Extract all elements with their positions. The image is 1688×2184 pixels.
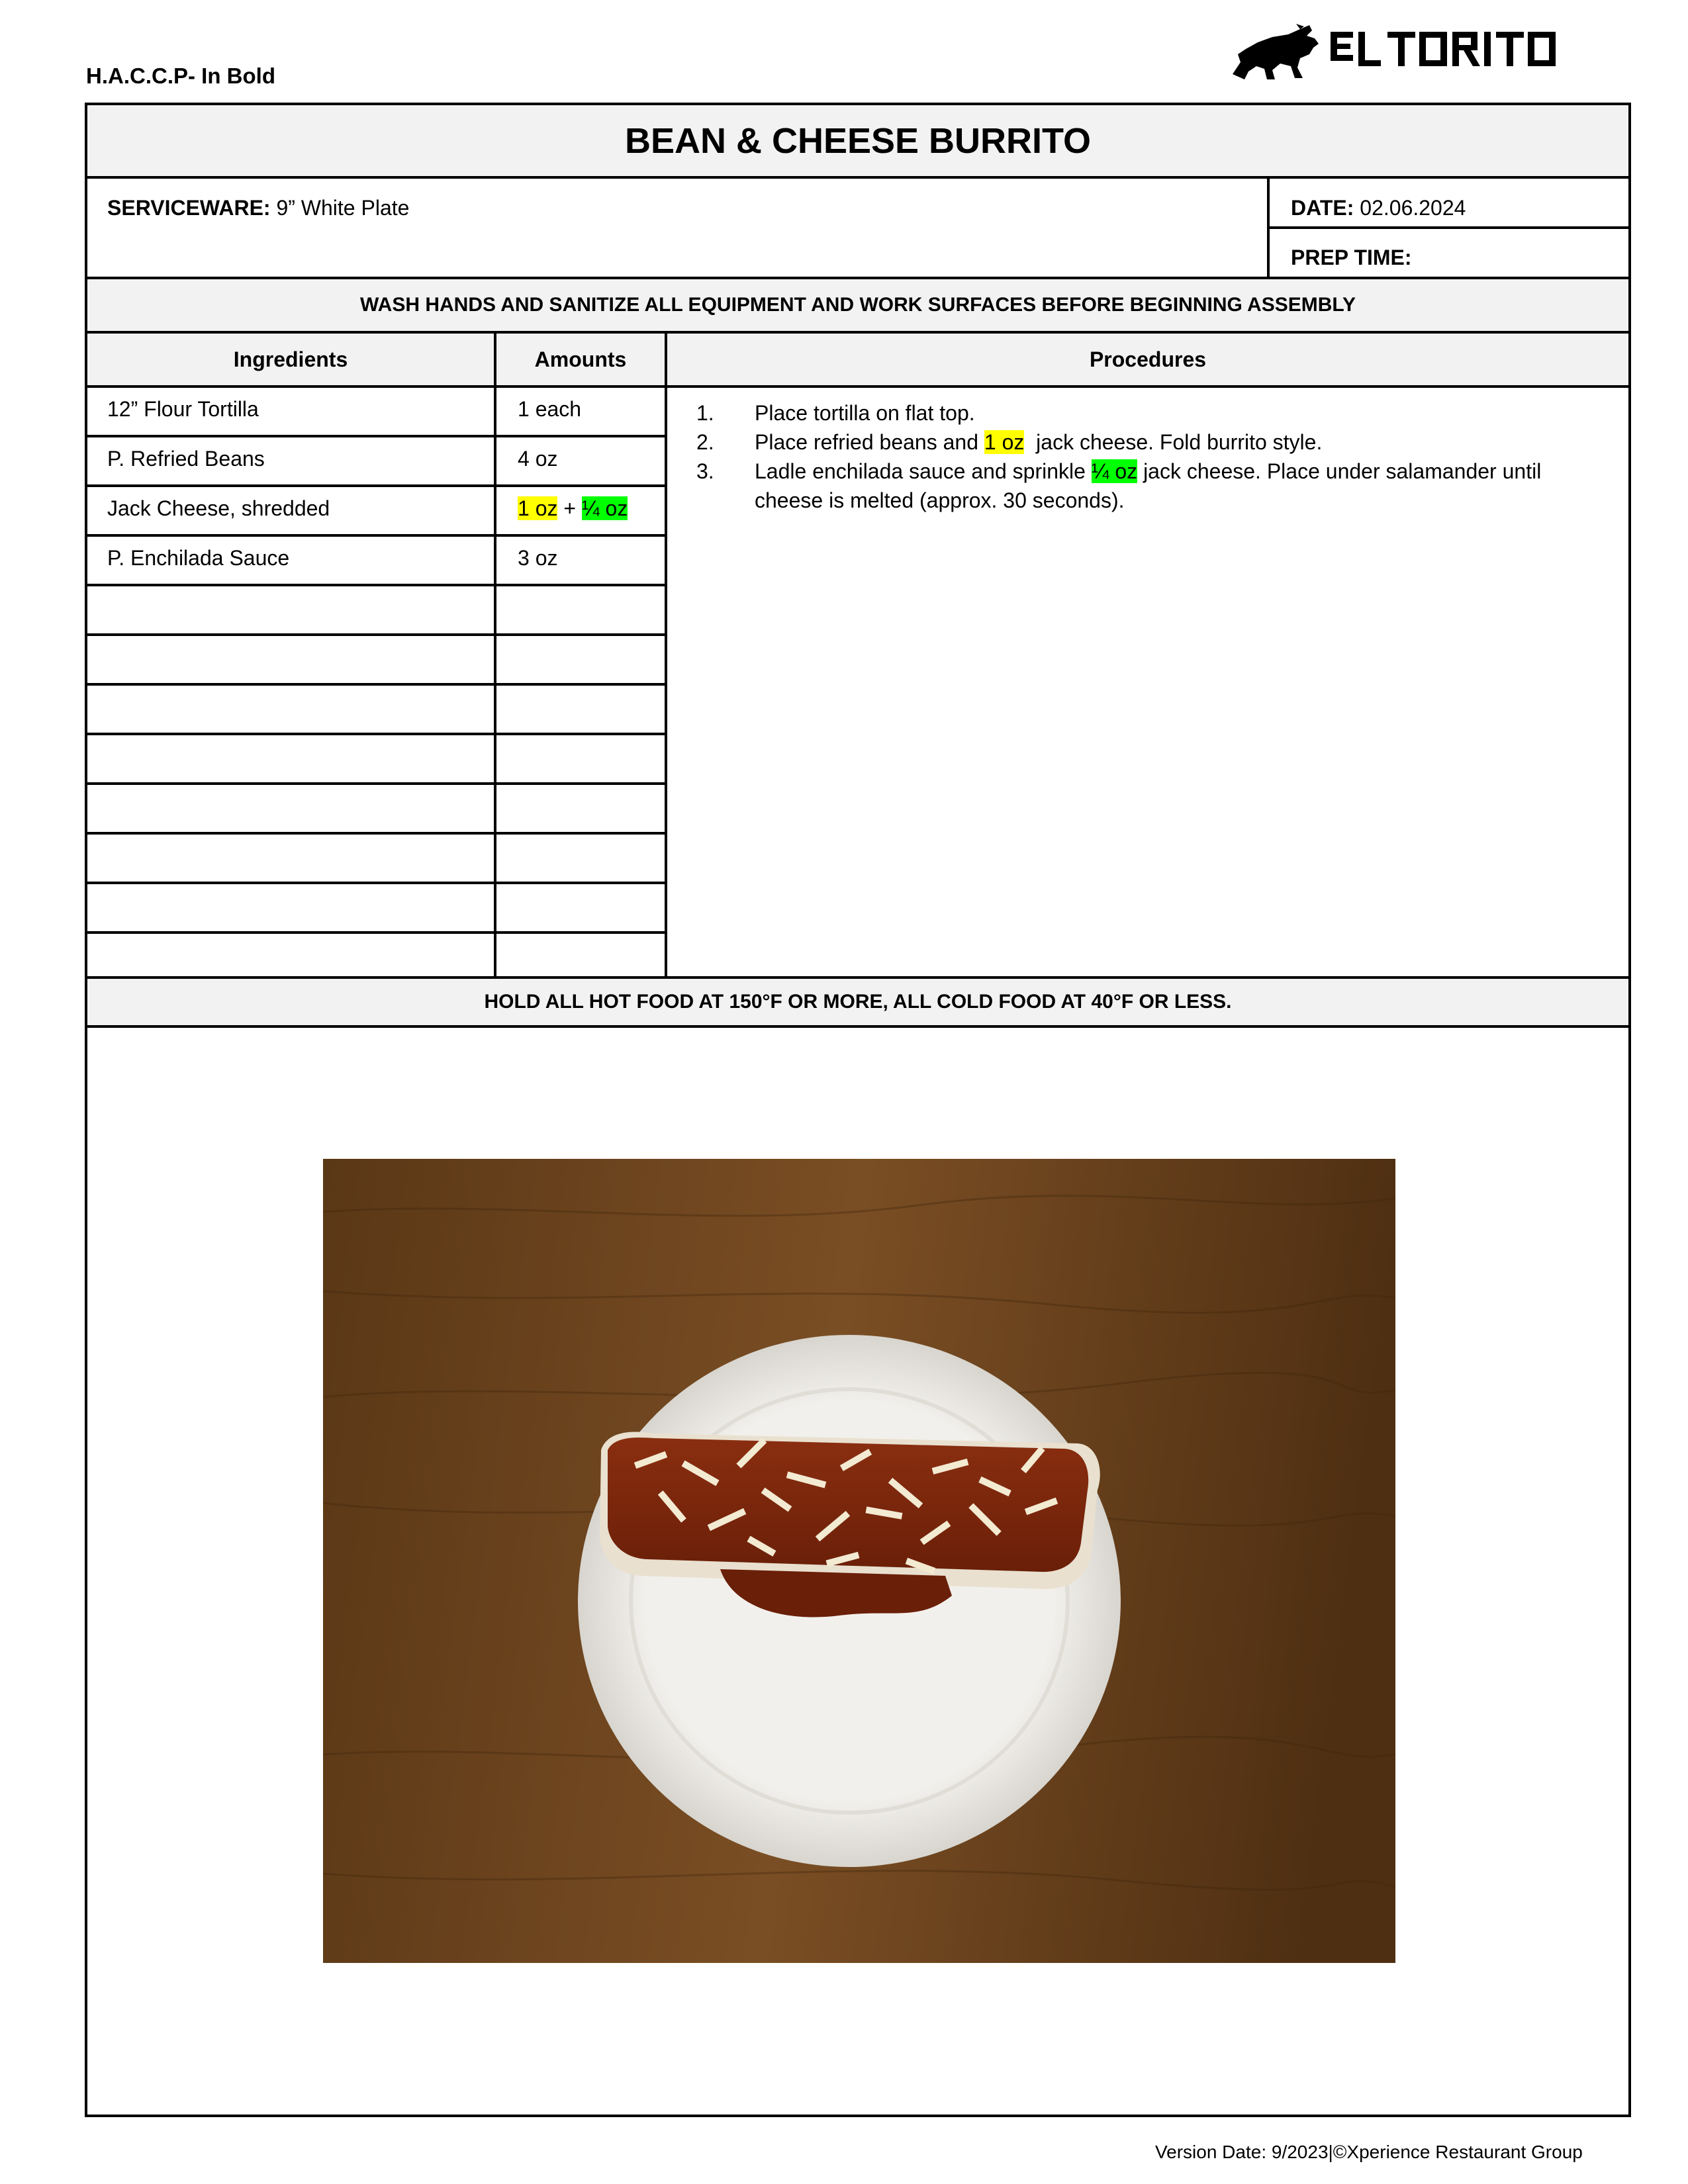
date-label: DATE: xyxy=(1291,196,1354,220)
el-torito-logo xyxy=(1231,23,1615,83)
ingredient-name: 12” Flour Tortilla xyxy=(107,397,259,421)
version-footer: Version Date: 9/2023|©Xperience Restaurant Group xyxy=(1155,2142,1583,2162)
step-text-part: jack cheese. Fold burrito style. xyxy=(1024,430,1323,454)
row-divider xyxy=(87,782,667,785)
ingredient-name: P. Refried Beans xyxy=(107,447,265,471)
col-procedures: Procedures xyxy=(1089,347,1207,371)
hold-banner: HOLD ALL HOT FOOD AT 150°F OR MORE, ALL COLD FOOD AT 40°F OR LESS. xyxy=(87,976,1628,1028)
prep-time-label: PREP TIME: xyxy=(1291,246,1412,269)
step-text-part: Place refried beans and xyxy=(755,430,984,454)
row-divider xyxy=(87,633,667,636)
serviceware-label: SERVICEWARE: xyxy=(107,196,271,220)
step-number: 1. xyxy=(696,401,714,425)
col-ingredients: Ingredients xyxy=(233,347,348,371)
ingredient-name: P. Enchilada Sauce xyxy=(107,546,290,570)
row-divider xyxy=(87,484,667,487)
amount-plus: + xyxy=(557,496,582,520)
step-number: 2. xyxy=(696,430,714,454)
ingredient-amount: 1 each xyxy=(518,397,582,421)
table-header xyxy=(87,334,1628,388)
step-text xyxy=(755,457,1599,515)
date-value: 02.06.2024 xyxy=(1354,196,1466,220)
ingredient-amount xyxy=(518,496,628,521)
step-highlight: 1 oz xyxy=(984,430,1025,454)
row-divider xyxy=(87,733,667,735)
step-text-part: Ladle enchilada sauce and sprinkle xyxy=(755,459,1092,483)
ingredients-grid xyxy=(87,388,1628,976)
ingredient-amount: 3 oz xyxy=(518,546,558,570)
col-amounts: Amounts xyxy=(534,347,627,371)
bull-icon xyxy=(1233,25,1319,79)
ingredient-amount: 4 oz xyxy=(518,447,558,471)
row-divider xyxy=(87,534,667,537)
serviceware-value: 9” White Plate xyxy=(270,196,410,220)
row-divider xyxy=(87,882,667,884)
date xyxy=(1291,196,1466,220)
recipe-title: BEAN & CHEESE BURRITO xyxy=(624,120,1092,161)
step-text xyxy=(755,428,1322,457)
procedure-step xyxy=(686,457,1599,515)
step-text: Place tortilla on flat top. xyxy=(755,401,975,425)
procedures-list xyxy=(686,398,1599,515)
step-text-part: jack cheese. Place under salamander until cheese is melted (approx. 30 seconds). xyxy=(755,459,1548,512)
procedure-step xyxy=(686,428,1599,457)
row-divider xyxy=(87,832,667,835)
amount-highlight: 1 oz xyxy=(518,496,558,520)
enchilada-sauce xyxy=(608,1437,1088,1572)
row-divider xyxy=(87,931,667,934)
divider xyxy=(665,388,667,976)
title-bar xyxy=(87,105,1628,179)
step-highlight: ¼ oz xyxy=(1091,459,1138,483)
procedure-step xyxy=(686,398,1599,428)
step-number: 3. xyxy=(696,459,714,483)
serviceware-row xyxy=(87,179,1628,279)
divider xyxy=(494,388,496,976)
amount-highlight: ¼ oz xyxy=(581,496,628,520)
ingredient-name: Jack Cheese, shredded xyxy=(107,496,330,520)
row-divider xyxy=(87,584,667,586)
divider xyxy=(1267,226,1628,229)
wash-banner: WASH HANDS AND SANITIZE ALL EQUIPMENT AND WORK SURFACES BEFORE BEGINNING ASSEMBLY xyxy=(87,279,1628,334)
burrito-photo xyxy=(323,1159,1395,1963)
row-divider xyxy=(87,435,667,437)
haccp-note: H.A.C.C.P- In Bold xyxy=(86,64,275,88)
serviceware xyxy=(107,196,409,220)
row-divider xyxy=(87,683,667,686)
